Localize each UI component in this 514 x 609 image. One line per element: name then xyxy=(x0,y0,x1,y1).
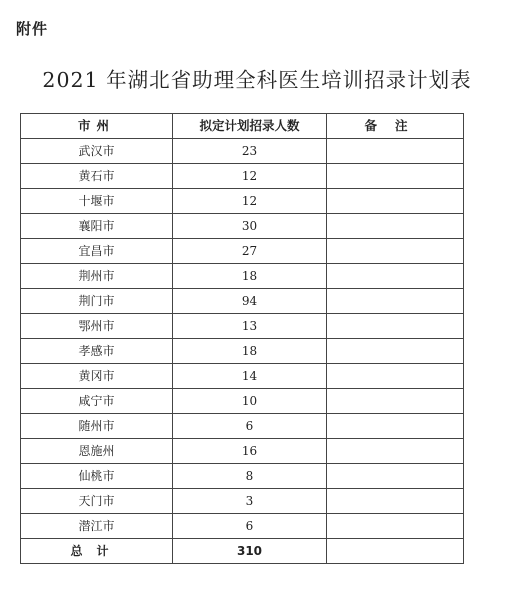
table-row xyxy=(21,189,464,214)
total-row xyxy=(21,539,464,564)
attachment-label: 附件 xyxy=(16,20,49,38)
remarks-cell xyxy=(327,314,464,339)
remarks-cell xyxy=(327,139,464,164)
table-row xyxy=(21,364,464,389)
city-cell: 黄冈市 xyxy=(21,364,173,389)
table-row xyxy=(21,489,464,514)
planned-count-cell: 13 xyxy=(173,314,327,339)
city-cell: 宜昌市 xyxy=(21,239,173,264)
city-cell: 咸宁市 xyxy=(21,389,173,414)
header-remarks: 备注 xyxy=(327,114,464,139)
remarks-cell xyxy=(327,339,464,364)
planned-count-cell: 12 xyxy=(173,189,327,214)
city-cell: 仙桃市 xyxy=(21,464,173,489)
table-body xyxy=(21,139,464,539)
planned-count-cell: 23 xyxy=(173,139,327,164)
recruitment-plan-table xyxy=(20,113,464,564)
remarks-cell xyxy=(327,489,464,514)
table-row xyxy=(21,164,464,189)
table-row xyxy=(21,239,464,264)
planned-count-cell: 6 xyxy=(173,414,327,439)
remarks-cell xyxy=(327,464,464,489)
planned-count-cell: 10 xyxy=(173,389,327,414)
city-cell: 孝感市 xyxy=(21,339,173,364)
table-row xyxy=(21,264,464,289)
remarks-cell xyxy=(327,414,464,439)
document-title: 2021 年湖北省助理全科医生培训招录计划表 xyxy=(42,68,472,92)
city-cell: 黄石市 xyxy=(21,164,173,189)
table-row xyxy=(21,314,464,339)
table-row xyxy=(21,214,464,239)
planned-count-cell: 94 xyxy=(173,289,327,314)
planned-count-cell: 18 xyxy=(173,264,327,289)
planned-count-cell: 3 xyxy=(173,489,327,514)
table-row xyxy=(21,389,464,414)
planned-count-cell: 16 xyxy=(173,439,327,464)
remarks-cell xyxy=(327,239,464,264)
table-row xyxy=(21,464,464,489)
planned-count-cell: 14 xyxy=(173,364,327,389)
header-city: 市州 xyxy=(21,114,173,139)
table-row xyxy=(21,139,464,164)
remarks-cell xyxy=(327,189,464,214)
city-cell: 襄阳市 xyxy=(21,214,173,239)
remarks-cell xyxy=(327,514,464,539)
city-cell: 十堰市 xyxy=(21,189,173,214)
total-remarks xyxy=(327,539,464,564)
city-cell: 恩施州 xyxy=(21,439,173,464)
remarks-cell xyxy=(327,164,464,189)
planned-count-cell: 8 xyxy=(173,464,327,489)
total-planned-count: 310 xyxy=(173,539,327,564)
remarks-cell xyxy=(327,214,464,239)
planned-count-cell: 30 xyxy=(173,214,327,239)
city-cell: 鄂州市 xyxy=(21,314,173,339)
planned-count-cell: 12 xyxy=(173,164,327,189)
city-cell: 武汉市 xyxy=(21,139,173,164)
table-row xyxy=(21,439,464,464)
planned-count-cell: 27 xyxy=(173,239,327,264)
city-cell: 随州市 xyxy=(21,414,173,439)
remarks-cell xyxy=(327,289,464,314)
city-cell: 潜江市 xyxy=(21,514,173,539)
header-planned-count: 拟定计划招录人数 xyxy=(173,114,327,139)
total-label: 总计 xyxy=(21,539,173,564)
table-row xyxy=(21,339,464,364)
city-cell: 荆州市 xyxy=(21,264,173,289)
remarks-cell xyxy=(327,389,464,414)
planned-count-cell: 18 xyxy=(173,339,327,364)
city-cell: 荆门市 xyxy=(21,289,173,314)
table-header-row xyxy=(21,114,464,139)
table-row xyxy=(21,289,464,314)
remarks-cell xyxy=(327,439,464,464)
planned-count-cell: 6 xyxy=(173,514,327,539)
remarks-cell xyxy=(327,264,464,289)
remarks-cell xyxy=(327,364,464,389)
table-row xyxy=(21,414,464,439)
city-cell: 天门市 xyxy=(21,489,173,514)
table-row xyxy=(21,514,464,539)
